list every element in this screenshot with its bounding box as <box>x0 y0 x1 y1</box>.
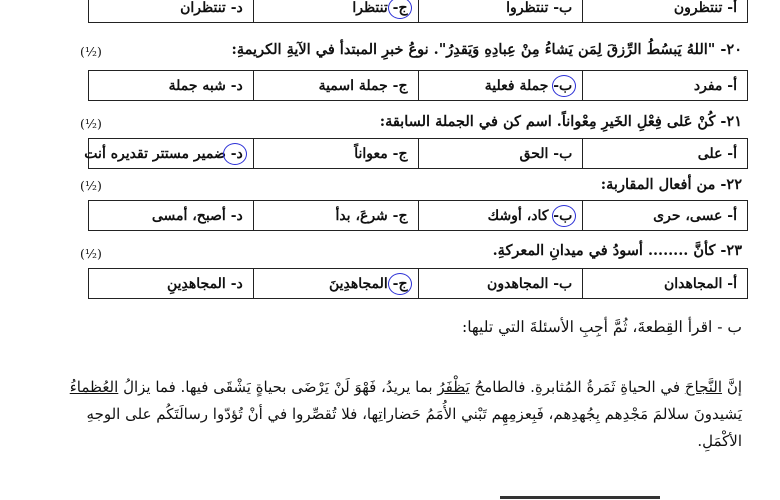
q19-option-b[interactable] <box>418 0 583 23</box>
q22-option-a[interactable] <box>583 201 748 231</box>
option-text: ب- الحق <box>519 145 573 162</box>
q23-option-b[interactable] <box>418 269 583 299</box>
option-text: أ- على <box>697 145 737 162</box>
option-text: أ- المجاهدان <box>663 275 737 292</box>
passage-line-2: يَشيدونَ سلالمَ مَجْدِهم بِجُهدِهم، فَبِعزمِهِم تَبْني الأُمَمُ حَضاراتِها، فلا تُقصِّروا في أنْ تُؤدّوا رسالَتَكُم على الوجهِ <box>86 405 742 423</box>
section-b-heading: ب - اقرأ القِطعةَ، ثُمَّ أجِبِ الأسئلةَ التي تليها: <box>461 318 742 336</box>
option-text: أ- عسى، حرى <box>653 207 737 224</box>
passage-line-3: الأكْمَلِ. <box>697 432 742 450</box>
q21-option-b[interactable] <box>418 139 583 169</box>
q21-option-a[interactable] <box>583 139 748 169</box>
option-text: ب- كاد، أوشك <box>487 207 573 224</box>
option-text: ب- تنتظروا <box>506 0 573 16</box>
passage-line-1 <box>22 374 742 401</box>
q21-option-d[interactable] <box>84 139 254 169</box>
option-text: د- شبه جملة <box>168 77 243 94</box>
option-text: ج- المجاهدِينَ <box>328 275 408 292</box>
passage-word-najah: النَّجاحَ <box>684 378 723 396</box>
q20-question: ٢٠- "اللهُ يَبسُطُ الرِّزقَ لِمَن يَشاءُ مِنْ عِبادِهِ وَيَقدِرُ". نوعُ خبرِ المبتدأ في الآيةِ الكريمةِ: <box>231 41 742 58</box>
option-text: ب- المجاهدون <box>487 275 573 292</box>
q21-option-c[interactable] <box>253 139 418 169</box>
option-text: أ- مفرد <box>693 77 737 94</box>
option-text: ج- تنتظرا <box>352 0 408 16</box>
q22-option-b[interactable] <box>418 201 583 231</box>
q22-option-d[interactable] <box>89 201 254 231</box>
option-text: ج- شرعَ، بدأ <box>335 207 408 224</box>
reading-passage <box>22 374 742 455</box>
passage-word-uzama: العُظماءُ <box>69 378 119 396</box>
q23-score: (½) <box>80 246 102 261</box>
q21-question: ٢١- كُنْ عَلى فِعْلِ الخَيرِ مِعْواناً. اسم كن في الجملة السابقة: <box>379 113 742 130</box>
cut-off-text-fragment <box>500 492 660 500</box>
q22-question: ٢٢- من أفعال المقاربة: <box>600 176 742 193</box>
option-text: ج- جملة اسمية <box>318 77 408 94</box>
q23-option-a[interactable] <box>583 269 748 299</box>
q23-question: ٢٣- كأنَّ ........ أسودُ في ميدانِ المعركةِ. <box>492 242 742 259</box>
q19-options-table <box>88 0 748 23</box>
q20-option-b[interactable] <box>418 71 583 101</box>
option-text: ب- جملة فعلية <box>484 77 573 94</box>
q21-options-table <box>84 138 748 169</box>
option-text: د- أصبح، أمسى <box>151 207 243 224</box>
q19-option-d[interactable] <box>89 0 254 23</box>
option-text: ج- معواناً <box>354 145 408 162</box>
passage-line-1-a: إنَّ <box>722 378 742 396</box>
q22-score: (½) <box>80 178 102 193</box>
q20-option-c[interactable] <box>253 71 418 101</box>
passage-word-yazfar: يَظْفَرُ <box>437 378 470 396</box>
q22-options-table <box>88 200 748 231</box>
option-text: د- ضمير مستتر تقديره أنت <box>84 145 243 162</box>
q23-options-table <box>88 268 748 299</box>
option-text: أ- تنتظرون <box>673 0 737 16</box>
q20-option-a[interactable] <box>583 71 748 101</box>
option-text: د- تنتظران <box>180 0 243 16</box>
passage-line-1-c: بما يريدُ، فَهْوَ لَنْ يَرْضَى بحياةٍ يَشْقَى فيها. فما يزالُ <box>118 378 438 396</box>
q22-option-c[interactable] <box>253 201 418 231</box>
q23-option-d[interactable] <box>89 269 254 299</box>
option-text: د- المجاهدِينِ <box>166 275 243 292</box>
q20-option-d[interactable] <box>89 71 254 101</box>
q19-option-c[interactable] <box>253 0 418 23</box>
q19-option-a[interactable] <box>583 0 748 23</box>
q20-options-table <box>88 70 748 101</box>
q20-score: (½) <box>80 44 102 59</box>
q21-score: (½) <box>80 116 102 131</box>
passage-line-1-b: في الحياةِ ثَمَرةُ المُثابرةِ. فالطامحُ <box>469 378 685 396</box>
q23-option-c[interactable] <box>253 269 418 299</box>
